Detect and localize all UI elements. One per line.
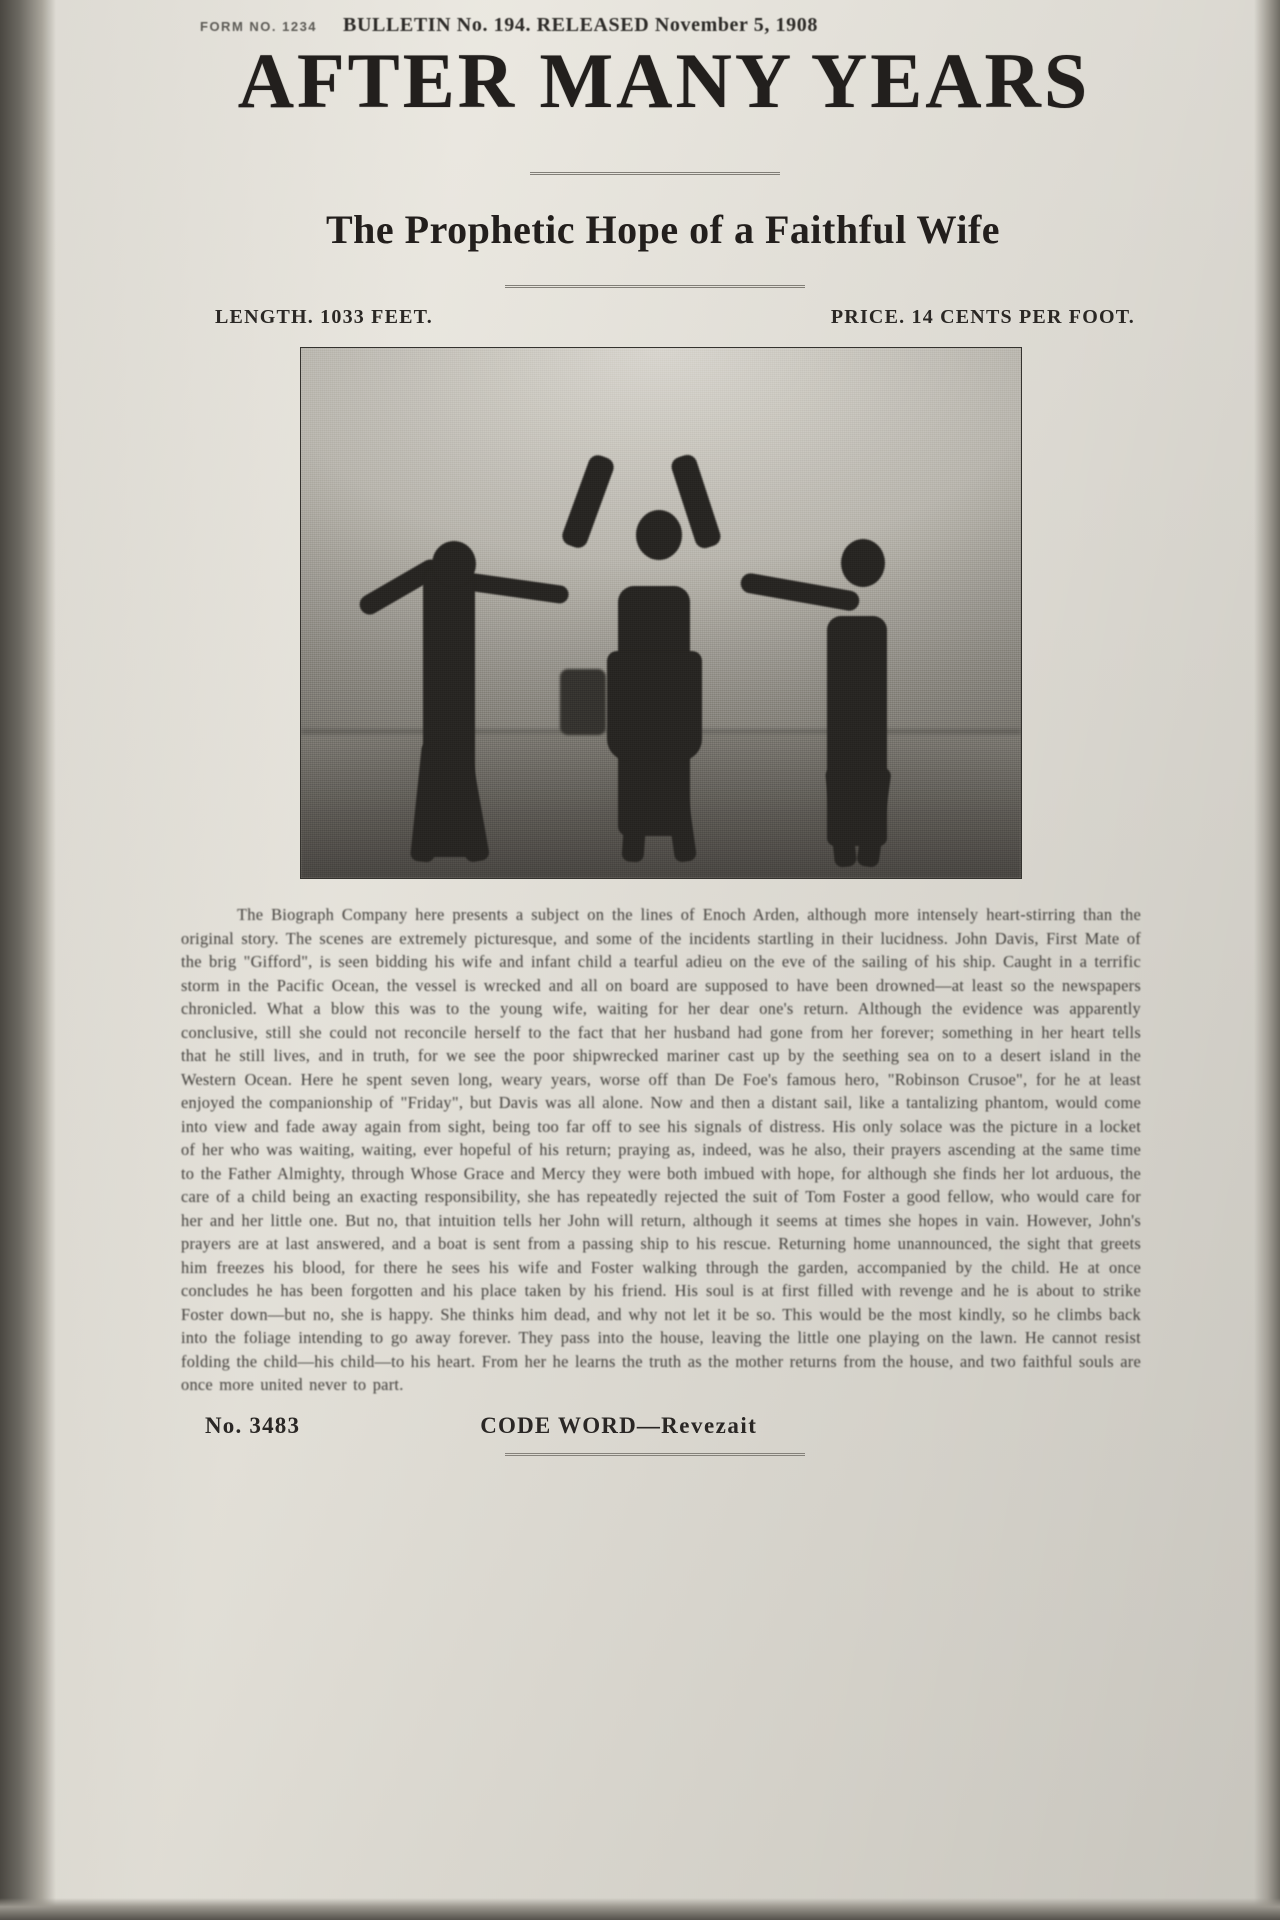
page-left-shadow	[0, 0, 56, 1920]
bulletin-release-line: BULLETIN No. 194. RELEASED November 5, 1908	[343, 14, 818, 36]
film-length: LENGTH. 1033 FEET.	[215, 306, 433, 329]
code-word	[480, 1413, 757, 1439]
photo-rock	[560, 669, 606, 735]
page-right-shadow	[1254, 0, 1280, 1920]
figure-right-head	[841, 539, 885, 587]
figure-left-head	[432, 541, 476, 587]
form-number: FORM NO. 1234	[200, 19, 318, 34]
figure-center-skirt	[607, 651, 702, 761]
code-word-value: Revezait	[661, 1412, 758, 1438]
page-subtitle: The Prophetic Hope of a Faithful Wife	[325, 206, 1001, 252]
page-bottom-shadow	[0, 1898, 1280, 1920]
title-divider	[530, 172, 780, 175]
footer-line	[145, 1413, 1165, 1439]
page-content	[115, 0, 1165, 1456]
page-title: AFTER MANY YEARS	[237, 37, 1091, 124]
header-line	[145, 14, 1165, 37]
film-synopsis: The Biograph Company here presents a subject on the lines of Enoch Arden, although more intensely heart-stirring than the original story. The scenes are extremely picturesque, and some of the incidents startling in their lucidness. John Davis, First Mate of the brig "Gifford", is seen bidding his wife and infant child a tearful adieu on the eve of the sailing of his ship. Caught in a terrific storm in the Pacific Ocean, the vessel is wrecked and all on board are supposed to have been drowned—at least so the newspapers chronicled. What a blow this was to the young wife, waiting for her dear one's return. Although the evidence was apparently conclusive, still she could not reconcile herself to the fact that her husband had gone from her forever; something in her heart tells that he still lives, and in truth, for we see the poor shipwrecked mariner cast up by the seething sea on to a desert island in the Western Ocean. Here he spent seven long, weary years, worse off than De Foe's famous hero, "Robinson Crusoe", for he at least enjoyed the companionship of "Friday", but Davis was all alone. Now and then a distant sail, like a tantalizing phantom, would come into view and fade away again from sight, being too far off to see his signals of distress. His only solace was the picture in a locket of her who was waiting, waiting, ever hopeful of his return; praying as, indeed, was he also, their prayers ascending at the same time to the Father Almighty, through Whose Grace and Mercy they were both imbued with hope, for although she finds her lot arduous, the care of a child being an exacting responsibility, she has repeatedly rejected the suit of Tom Foster a good fellow, who would care for her and her little one. But no, that intuition tells her John will return, although it seems at times she hopes in vain. However, John's prayers are at last answered, and a boat is sent from a passing ship to his rescue. Returning home unannounced, the sight that greets him freezes his blood, for there he sees his wife and Foster walking through the garden, accompanied by the child. He at once concludes he has been forgotten and his place taken by his friend. His soul is at first filled with revenge and he is about to strike Foster down—but no, she is happy. She thinks him dead, and why not let it be so. This would be the most kindly, so he climbs back into the foliage intending to go away forever. They pass into the house, leaving the little one playing on the lawn. He cannot resist folding the child—his child—to his heart. From her he learns the truth as the mother returns from the house, and two faithful souls are once more united never to part.	[181, 905, 1141, 1395]
film-still-frame	[290, 347, 1020, 877]
figure-center-head	[636, 510, 682, 560]
film-still-photo	[300, 347, 1022, 879]
code-word-label: CODE WORD—	[480, 1412, 662, 1438]
subtitle-divider	[505, 285, 805, 288]
footer-divider	[505, 1453, 805, 1456]
film-specs	[145, 302, 1165, 329]
film-price: PRICE. 14 CENTS PER FOOT.	[830, 306, 1135, 329]
film-number: No. 3483	[205, 1412, 301, 1438]
